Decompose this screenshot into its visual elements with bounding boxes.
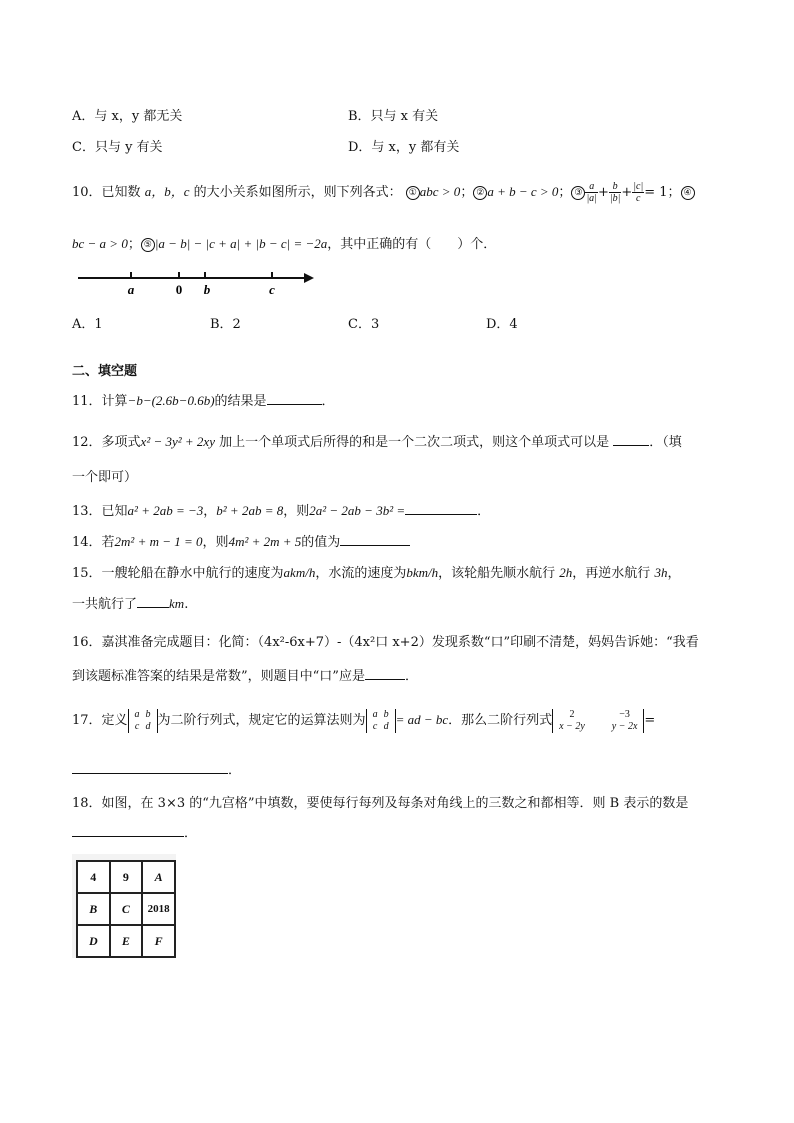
q12-expr: x² − 3y² + 2xy <box>140 434 215 449</box>
q15-end: . <box>184 597 189 612</box>
q17-mid2: ．那么二阶行列式 <box>448 713 553 728</box>
grid-cell: E <box>110 925 143 957</box>
q10-item3-tail: = 1 <box>644 185 668 200</box>
grid-cell: A <box>142 861 175 893</box>
q18-line1: 18．如图，在 3×3 的“九宫格”中填数，要使每行每列及每条对角线上的三数之和都相等．则 B 表示的数是 <box>72 796 689 811</box>
q13-expr2: b² + 2ab = 8 <box>216 503 284 518</box>
q15-speed2: bkm/h <box>406 565 439 580</box>
circle-1-icon: ① <box>406 186 420 200</box>
section-title: 二、填空题 <box>72 364 138 379</box>
q10-option-a: A．1 <box>72 317 103 332</box>
q18-line2 <box>72 822 197 841</box>
label-c: c <box>269 282 275 297</box>
q12-prefix: 12．多项式 <box>72 435 141 450</box>
nine-grid <box>76 860 176 958</box>
q15-time2: 3h <box>654 565 668 580</box>
q16-end: ． <box>404 669 418 684</box>
q9-option-b: B．只与 x 有关 <box>348 109 439 124</box>
label-0: 0 <box>175 282 183 297</box>
q14-suffix: 的值为 <box>301 535 341 550</box>
q10-item1: abc > 0 <box>419 184 461 199</box>
label-b: b <box>203 282 211 297</box>
q14 <box>72 531 410 550</box>
grid-cell: C <box>110 893 143 925</box>
q10-prefix: 10．已知数 <box>72 185 141 200</box>
frac-a-over-abs-a: $\frac{a}{|a|}$ <box>586 181 597 204</box>
grid-cell: D <box>77 925 110 957</box>
q10-line1: 10．已知数 a，b，c 的大小关系如图所示，则下列各式： ① abc > 0； ② a + b − c > 0； ③ $\frac{a}{|a|}$ + $\frac{b}{|b|}$ + $\frac{|c|}{c}$ = 1； ④ <box>72 180 695 204</box>
q16-text: 到该题标准答案的结果是常数”，则题目中“口”应是 <box>72 669 365 684</box>
label-a: a <box>127 282 135 297</box>
q12-line1 <box>72 431 682 450</box>
q9-option-d: D．与 x，y 都有关 <box>348 140 460 155</box>
q14-expr1: 2m² + m − 1 = 0 <box>114 534 203 549</box>
q15-line1 <box>72 562 680 581</box>
grid-cell: B <box>77 893 110 925</box>
q9-option-c: C．只与 y 有关 <box>72 140 163 155</box>
grid-cell: 2018 <box>142 893 175 925</box>
q11-expr: −b−(2.6b−0.6b) <box>127 393 215 408</box>
q17-mid1: 为二阶行列式，规定它的运算法则为 <box>157 713 366 728</box>
q13-prefix: 13．已知 <box>72 504 128 519</box>
q14-prefix: 14．若 <box>72 535 115 550</box>
q15-line2 <box>72 593 188 612</box>
q13: 13．已知a² + 2ab = −3，b² + 2ab = 8，则2a² − 2ab − 3b² = ． <box>72 503 491 519</box>
q17-prefix: 17．定义 <box>72 713 128 728</box>
q15-text1: 15．一艘轮船在静水中航行的速度为 <box>72 566 284 581</box>
q17-line2 <box>72 759 241 778</box>
determinant-abcd-2: a b c d <box>366 709 396 733</box>
q10-vars: a，b，c <box>144 184 190 199</box>
q10-item5: |a − b| − |c + a| + |b − c| = −2a <box>154 236 328 251</box>
q10-option-d: D．4 <box>486 317 518 332</box>
q16-answer-blank[interactable] <box>365 667 405 680</box>
q11 <box>72 390 335 409</box>
q15-text6: 一共航行了 <box>72 597 138 612</box>
q10-item4: bc − a > 0 <box>72 236 128 251</box>
q13-expr3: 2a² − 2ab − 3b² = <box>309 503 406 518</box>
q11-end: ． <box>321 394 335 409</box>
q14-answer-blank[interactable] <box>340 533 410 546</box>
q17-rule: = ad − bc <box>395 712 449 727</box>
q14-mid: ，则 <box>202 535 229 550</box>
q13-end: ． <box>477 504 491 519</box>
determinant-xy: 2 −3 x − 2y y − 2x <box>552 709 644 733</box>
circle-3-icon: ③ <box>571 186 585 200</box>
q10-option-b: B．2 <box>210 317 241 332</box>
q18-answer-blank[interactable] <box>72 824 184 837</box>
q10-mid: 的大小关系如图所示，则下列各式： <box>193 185 402 200</box>
grid-cell: F <box>142 925 175 957</box>
q10-line2: bc − a > 0； ⑤ |a − b| − |c + a| + |b − c| = −2a，其中正确的有（ ）个． <box>72 236 497 252</box>
q12-answer-blank[interactable] <box>613 433 649 446</box>
q10-option-c: C．3 <box>348 317 380 332</box>
q17-answer-blank[interactable] <box>72 761 228 774</box>
q11-prefix: 11．计算 <box>72 394 128 409</box>
q12-line2: 一个即可） <box>72 470 138 485</box>
q11-answer-blank[interactable] <box>267 392 322 405</box>
q10-item2: a + b − c > 0 <box>487 184 559 199</box>
q15-speed1: akm/h <box>283 565 316 580</box>
q15-answer-blank[interactable] <box>137 595 169 608</box>
determinant-abcd-1: a b c d <box>128 709 158 733</box>
q15-text2: ，水流的速度为 <box>315 566 407 581</box>
q12-suffix: 加上一个单项式后所得的和是一个二次二项式，则这个单项式可以是 <box>219 435 610 450</box>
q13-expr1: a² + 2ab = −3 <box>127 503 204 518</box>
circle-4-icon: ④ <box>681 186 695 200</box>
q10-line2-tail: ，其中正确的有（ ）个． <box>327 237 497 252</box>
number-line <box>74 268 324 298</box>
q9-option-a: A．与 x，y 都无关 <box>72 109 183 124</box>
q13-mid: ，则 <box>283 504 310 519</box>
q18-end: ． <box>184 826 198 841</box>
nine-grid-figure <box>72 854 176 958</box>
frac-b-over-abs-b: $\frac{b}{|b|}$ <box>609 181 621 204</box>
q17-line1 <box>72 703 655 737</box>
circle-2-icon: ② <box>473 186 487 200</box>
q15-text4: ，再逆水航行 <box>572 566 651 581</box>
q17-equals: = <box>644 713 656 728</box>
q11-suffix: 的结果是 <box>214 394 267 409</box>
q16-line2 <box>72 665 418 684</box>
q15-unit: km <box>169 596 185 611</box>
q15-text3: ，该轮船先顺水航行 <box>438 566 556 581</box>
q13-answer-blank[interactable] <box>405 502 477 515</box>
q15-time1: 2h <box>559 565 573 580</box>
q14-expr2: 4m² + 2m + 5 <box>228 534 302 549</box>
number-line-arrow-icon <box>304 273 314 283</box>
circle-5-icon: ⑤ <box>141 238 155 252</box>
grid-cell: 9 <box>110 861 143 893</box>
q16-line1: 16．嘉淇准备完成题目：化简：（4x²-6x+7）-（4x²口 x+2）发现系数“口”印刷不清楚，妈妈告诉她：“我看 <box>72 635 699 650</box>
grid-cell: 4 <box>77 861 110 893</box>
q12-end: ．（填 <box>649 435 682 450</box>
q15-text5: ， <box>667 566 681 581</box>
q17-end: ． <box>228 763 242 778</box>
frac-abs-c-over-c: $\frac{|c|}{c}$ <box>633 181 644 204</box>
